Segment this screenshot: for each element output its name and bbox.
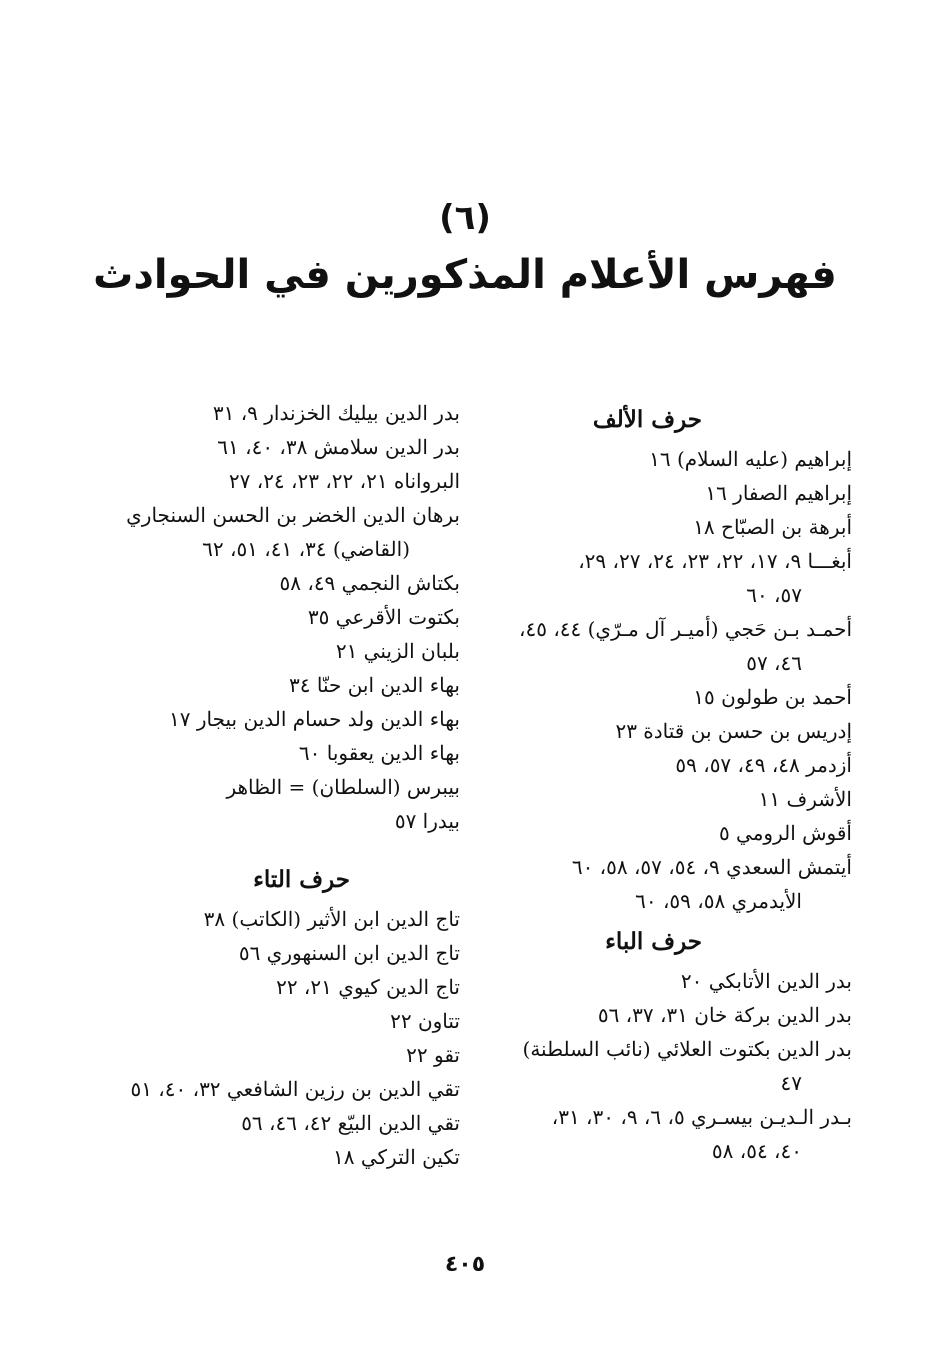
index-entry: إدريس بن حسن بن قتادة ٢٣ <box>615 719 852 743</box>
section-gap <box>80 838 460 856</box>
index-entry: بكتوت الأقرعي ٣٥ <box>307 605 460 629</box>
index-entry: البرواناه ٢١، ٢٢، ٢٣، ٢٤، ٢٧ <box>228 469 460 493</box>
index-entry-continuation: (القاضي) ٣٤، ٤١، ٥١، ٦٢ <box>202 537 410 561</box>
index-entry: تكين التركي ١٨ <box>333 1145 460 1169</box>
index-entry-continuation: ٤٦، ٥٧ <box>746 651 802 675</box>
index-entry: بيبرس (السلطان) = الظاهر <box>226 775 460 799</box>
index-entry: تقو ٢٢ <box>406 1043 460 1067</box>
index-entry: إبراهيم الصفار ١٦ <box>705 481 852 505</box>
index-entry: بهاء الدين ولد حسام الدين بيجار ١٧ <box>169 707 460 731</box>
index-entry: تتاون ٢٢ <box>390 1009 460 1033</box>
index-entry: أزدمر ٤٨، ٤٩، ٥٧، ٥٩ <box>675 753 852 777</box>
page-title: فهرس الأعلام المذكورين في الحوادث <box>93 252 837 298</box>
index-entry: بـدر الـديـن بيسـري ٥، ٦، ٩، ٣٠، ٣١، <box>551 1105 852 1129</box>
index-entry: بدر الدين سلامش ٣٨، ٤٠، ٦١ <box>217 435 460 459</box>
index-entry: أيتمش السعدي ٩، ٥٤، ٥٧، ٥٨، ٦٠ <box>571 855 852 879</box>
index-column-left <box>80 396 460 1174</box>
index-entry: أحمد بن طولون ١٥ <box>693 685 852 709</box>
index-entry: أبرهة بن الصبّاح ١٨ <box>693 515 852 539</box>
section-heading-ba: حرف الباء <box>605 928 702 955</box>
index-entry-continuation: ٤٠، ٥٤، ٥٨ <box>711 1139 802 1163</box>
index-entry: بيدرا ٥٧ <box>394 809 460 833</box>
index-entry: إبراهيم (عليه السلام) ١٦ <box>649 447 852 471</box>
index-entry: بدر الدين بركة خان ٣١، ٣٧، ٥٦ <box>597 1003 852 1027</box>
index-entry: تقي الدين بن رزين الشافعي ٣٢، ٤٠، ٥١ <box>130 1077 460 1101</box>
index-entry: الأشرف ١١ <box>758 787 852 811</box>
index-entry: بدر الدين بكتوت العلائي (نائب السلطنة) <box>522 1037 852 1061</box>
index-entry: تقي الدين البيّع ٤٢، ٤٦، ٥٦ <box>241 1111 460 1135</box>
index-number: (٦) <box>439 198 491 238</box>
index-entry: أقوش الرومي ٥ <box>718 821 852 845</box>
index-entry-continuation: ٥٧، ٦٠ <box>746 583 802 607</box>
index-entry: تاج الدين كيوي ٢١، ٢٢ <box>276 975 460 999</box>
index-entry: الأيدمري ٥٨، ٥٩، ٦٠ <box>635 889 802 913</box>
index-entry: بكتاش النجمي ٤٩، ٥٨ <box>279 571 460 595</box>
index-entry: بدر الدين بيليك الخزندار ٩، ٣١ <box>212 401 460 425</box>
index-entry: أحمـد بـن حَجي (أميـر آل مـرّي) ٤٤، ٤٥، <box>519 617 852 641</box>
index-entry-continuation: ٤٧ <box>780 1071 802 1095</box>
index-entry: تاج الدين ابن الأثير (الكاتب) ٣٨ <box>203 907 460 931</box>
section-heading-alif: حرف الألف <box>592 406 702 433</box>
section-heading-ta: حرف التاء <box>253 866 350 893</box>
index-entry: بدر الدين الأتابكي ٢٠ <box>680 969 852 993</box>
index-entry: بلبان الزيني ٢١ <box>335 639 460 663</box>
index-entry: تاج الدين ابن السنهوري ٥٦ <box>238 941 460 965</box>
index-entry: أبغـــا ٩، ١٧، ٢٢، ٢٣، ٢٤، ٢٧، ٢٩، <box>578 549 852 573</box>
index-entry: بهاء الدين يعقوبا ٦٠ <box>298 741 460 765</box>
index-entry: بهاء الدين ابن حنّا ٣٤ <box>289 673 460 697</box>
page-number: ٤٠٥ <box>444 1252 486 1277</box>
index-entry: برهان الدين الخضر بن الحسن السنجاري <box>126 503 460 527</box>
index-column-right <box>472 396 852 1168</box>
